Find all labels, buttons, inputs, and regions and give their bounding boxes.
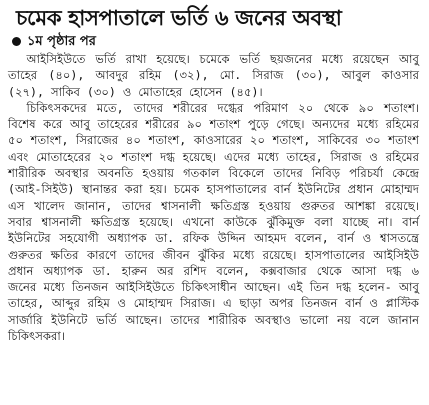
article-body [8, 51, 419, 344]
bullet-icon [12, 37, 21, 46]
article-paragraph-2: চিকিৎসকদের মতে, তাদের শরীরের দগ্ধের পরিমাণ ২০ থেকে ৯০ শতাংশ। বিশেষ করে আবু তাহেরের শরীরের ৯০ শতাংশ পুড়ে গেছে। অন্যদের মধ্যে রহিমের ৫০ শতাংশ, সিরাজের ৪০ শতাংশ, কাওসারের ২০ শতাংশ, সাকিবের ৩০ শতাংশ এবং মোতাহেরের ২০ শতাংশ দগ্ধ হয়েছে। এদের মধ্যে তাহের, সিরাজ ও রহিমের শারীরিক অবস্থার অবনতি হওয়ায় গতকাল বিকেলে তাদের নিবিড় পরিচর্যা কেন্দ্রে (আই-সিইউ) স্থানান্তর করা হয়। চমেক হাসপাতালের বার্ন ইউনিটের প্রধান মোহাম্মদ এস খালেদ জানান, তাদের শ্বাসনালী ক্ষতিগ্রস্ত হওয়ায় গুরুতর আশঙ্কা রয়েছে। সবার শ্বাসনালী ক্ষতিগ্রস্ত হয়েছে। এখনো কাউকে ঝুঁকিমুক্ত বলা যাচ্ছে না। বার্ন ইউনিটের সহযোগী অধ্যাপক ডা. রফিক উদ্দিন আহমদ বলেন, বার্ন ও শ্বাসতন্ত্রে গুরুতর ক্ষতির কারণে তাদের জীবন ঝুঁকির মধ্যে রয়েছে। হাসপাতালের আইসিইউ প্রধান অধ্যাপক ডা. হারুন অর রশিদ বলেন, কক্সবাজার থেকে আসা দগ্ধ ৬ জনের মধ্যে তিনজন আইসিইউতে চিকিৎসাধীন আছেন। এই তিন দগ্ধ হলেন- আবু তাহের, আব্দুর রহিম ও মোহাম্মদ সিরাজ। এ ছাড়া অপর তিনজন বার্ন ও প্লাস্টিক সার্জারি ইউনিটে ভর্তি আছেন। তাদের শারীরিক অবস্থাও ভালো নয় বলে জানান চিকিৎসকরা। [8, 100, 419, 344]
continued-from-label [12, 33, 419, 50]
article-headline: চমেক হাসপাতালে ভর্তি ৬ জনের অবস্থা [16, 6, 342, 30]
continued-text: ১ম পৃষ্ঠার পর [27, 34, 96, 49]
article-paragraph-1: আইসিইউতে ভর্তি রাখা হয়েছে। চমেকে ভর্তি ছয়জনের মধ্যে রয়েছেন আবু তাহের (৪০), আবদুর রহিম (৩২), মো. সিরাজ (৩০), আবুল কাওসার (২৭), সাকিব (৩০) ও মোতাহের হোসেন (৪৫)। [8, 52, 419, 99]
